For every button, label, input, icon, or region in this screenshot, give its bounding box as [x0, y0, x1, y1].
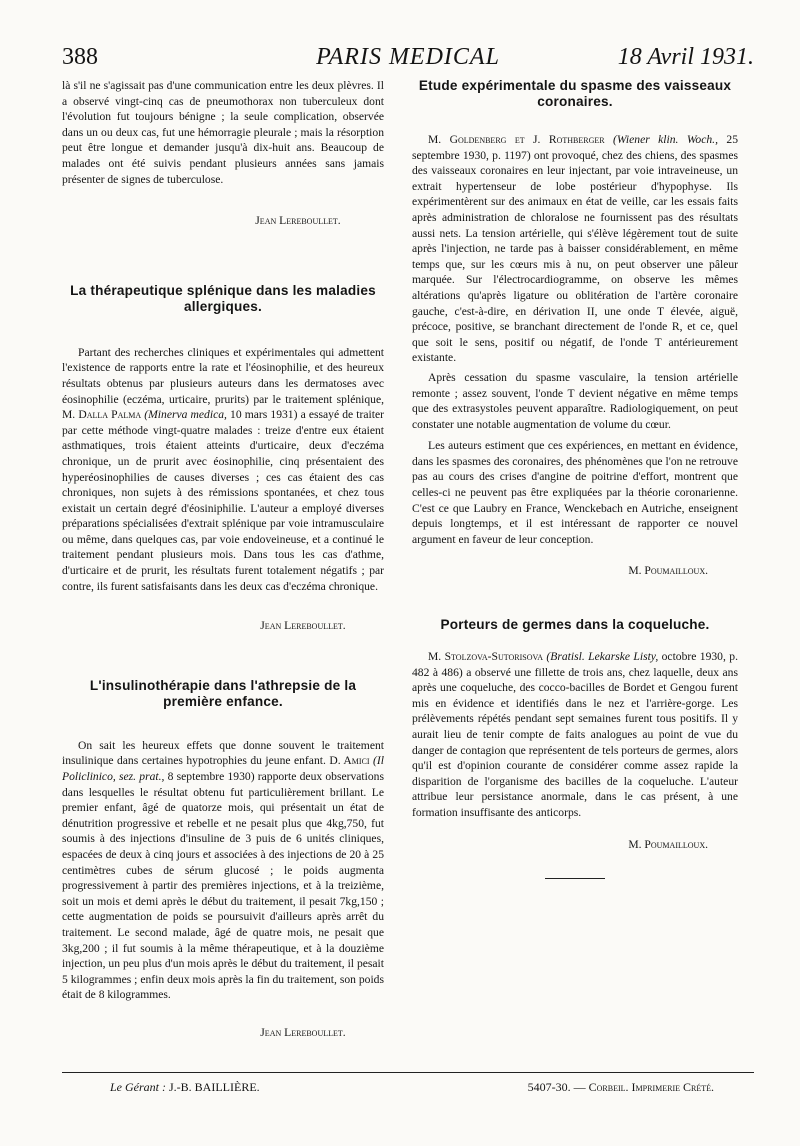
- citation: (Minerva medica,: [144, 408, 227, 422]
- article-title: Porteurs de germes dans la coqueluche.: [440, 617, 710, 633]
- article-paragraph: [412, 649, 738, 821]
- author-name: D. Amici: [329, 754, 370, 768]
- text-run: On sait les heureux effets que donne souvent le traitement insulinique dans certaines hypotrophies du jeune enfant.: [62, 738, 384, 768]
- text-run: 10 mars 1931) a essayé de traiter par cette méthode vingt-quatre malades : treize d'entre eux étaient asthmatiques, trois étaient atteints d'urticaire, deux d'eczéma chronique, un de prurit avec éosinophilie, cinq présentaient des hyperéosinophilies de causes diverses ; ces cas étaient des cas chroniques, non sujets à des rémissions spontanées, et chez tous existait un certain degré d'éosiniphilie. L'auteur a employé diverses préparations spécialisées d'extrait splénique par voie intramusculaire ou même, dans quelques cas, par voie endoveineuse, et a continué le traitement pendant plusieurs mois. Dans tous les cas d'athme, d'urticaire et de prurit, les résultats furent totalement négatifs ; par contre, ils furent satisfaisants dans les deux cas d'eczéma chronique.: [62, 408, 384, 593]
- article-title: Etude expérimentale du spasme des vaisseaux coronaires.: [418, 78, 732, 109]
- article-pertussis-carriers: [412, 617, 738, 879]
- page-number: 388: [62, 44, 98, 70]
- right-column: [412, 78, 738, 879]
- continued-paragraph: là s'il ne s'agissait pas d'une communication entre les deux plèvres. Il a observé vingt-cinq cas de pneumothorax non tuberculeux dont l'évolution fut toujours bénigne ; la seule complication, observée dans un ou deux cas, fut une hémorragie pleurale ; mais la résorption peut être longue et demander jusqu'à dix-huit ans. Beaucoup de malades ont été suivis pendant plusieurs années sans jamais présenter de signes de tuberculose.: [62, 79, 384, 186]
- end-rule: [545, 878, 605, 879]
- article-paragraph: [62, 345, 384, 595]
- left-column: [62, 78, 384, 1041]
- article-paragraph: Après cessation du spasme vasculaire, la tension artérielle remonte ; assez souvent, l'onde T devient négative en même temps que des extrasystoles peuvent apparaître. Radiologiquement, on peut constater une notable augmentation de volume du cœur.: [412, 370, 738, 431]
- citation: (Il Policlinico, sez. prat.,: [62, 754, 384, 784]
- text-run: octobre 1930, p. 482 à 486) a observé une fillette de trois ans, chez laquelle, deux ans après une coqueluche, des cocco-bacilles de Bordet et Gengou furent mis en évidence et identifiés dans le nez et l'arrière-gorge. Les prélèvements répétés pendant sept semaines furent tous positifs. Il y aurait lieu de tenir compte de faits analogues au point de vue du danger de contagion que représentent de tels porteurs de germes, alors qu'il est d'opinion courante de considérer comme assez rapide la disparition de l'organisme des bacilles de la coqueluche. L'auteur attribue leur persistance anormale, dans le cas présent, à une formation insuffisante des anticorps.: [412, 650, 738, 819]
- citation: (Wiener klin. Woch.,: [613, 133, 718, 146]
- article-paragraph: [62, 738, 384, 1003]
- signature: Jean Lereboullet.: [260, 1025, 346, 1039]
- page-header: [62, 44, 754, 74]
- article-title: L'insulinothérapie dans l'athrepsie de la première enfance.: [89, 677, 357, 709]
- issue-date: 18 Avril 1931.: [617, 44, 754, 70]
- signature: M. Poumailloux.: [628, 837, 708, 851]
- author-name: M. Dalla Palma: [62, 408, 142, 422]
- article-title: La thérapeutique splénique dans les maladies allergiques.: [70, 282, 376, 314]
- publisher-credit: [110, 1080, 260, 1095]
- author-name: M. Goldenberg et J. Rothberger: [428, 133, 605, 146]
- signature: M. Poumailloux.: [628, 564, 708, 578]
- text-run: 25 septembre 1930, p. 1197) ont provoqué, chez des chiens, des spasmes des vaisseaux coronaires en leur injectant, par voie intraveineuse, un extrait hypertenseur de lobe postérieur d'hypophyse. Ils expérimentèrent sur des animaux en état de veille, car les essais faits après administration de chloralose ne fournissent pas des résultats aussi nets. La tension artérielle, qui s'élève légèrement tout de suite après l'injection, ne tarde pas à baisser considérablement, en même temps que, sur les cœurs mis à nu, on peut observer une pâleur marquée. Sur l'électrocardiogramme, on observe les mêmes altérations qu'après ligature ou oblitération de l'artère coronaire gauche, c'est-à-dire, en dérivation II, une onde T élevée, aiguë, précoce, positive, se branchant directement de l'onde R, et ce, quel que soit le sens, positif ou négatif, de l'onde T antérieurement existante.: [412, 133, 738, 365]
- citation: (Bratisl. Lekarske Listy,: [546, 650, 659, 664]
- article-insulin-therapy: [62, 678, 384, 1041]
- signature: Jean Lereboullet.: [255, 214, 341, 228]
- gerant-label: Le Gérant :: [110, 1080, 166, 1094]
- footer-rule: [62, 1072, 754, 1073]
- article-paragraph: Les auteurs estiment que ces expériences, en mettant en évidence, dans les spasmes des coronaires, des phénomènes que l'on ne retrouve pas au cours des crises d'angine de poitrine d'effort, montrent que celles-ci ne peuvent pas être expliquées par la théorie coronarienne. C'est ce que Laubry en France, Wenckebach en Autriche, enseignent depuis longtemps, et il est intéressant de rapporter ce nouvel argument en faveur de leur conception.: [412, 439, 738, 546]
- text-run: Partant des recherches cliniques et expérimentales qui admettent l'existence de rapports entre la rate et l'éosinophilie, et des heureux résultats obtenus par plusieurs auteurs dans les dermatoses avec éosinophilie (eczéma, urticaire, prurits) par le traitement splénique,: [62, 345, 384, 406]
- text-run: 8 septembre 1930) rapporte deux observations dans lesquelles le résultat obtenu fut particulièrement brillant. Le premier enfant, âgé de quatorze mois, qui présentait un état de dénutrition progressive et rebelle et ne pesait plus que 4kg,750, fut soumis à des injections d'insuline de 3 puis de 6 unités cliniques, espacées de deux à cinq jours et associées à des injections de 20 à 25 centimètres cubes de sérum glucosé ; le poids augmenta progressivement à partir des premières injections, et à la treizième, soit un mois et demi après le début du traitement, il pesait 7kg,150 ; cette augmentation de poids se poursuivit d'ailleurs après arrêt du traitement. Le second malade, âgé de quatre mois, ne pesait que 3kg,200 ; il fut soumis à la même thérapeutique, et à la douzième injection, un peu plus d'un mois après le début du traitement, il pesait 5 kilogrammes ; enfin deux mois après la fin du traitement, son poids était de 8 kilogrammes.: [62, 770, 384, 1002]
- article-coronary-spasm: [412, 78, 738, 579]
- article-paragraph: [412, 132, 738, 366]
- journal-title: PARIS MEDICAL: [316, 44, 500, 70]
- article-splenic-therapy: [62, 283, 384, 634]
- printer-credit: 5407-30. — Corbeil. Imprimerie Crété.: [527, 1080, 714, 1094]
- signature: Jean Lereboullet.: [260, 619, 346, 633]
- gerant-name: J.-B. BAILLIÈRE.: [169, 1080, 260, 1094]
- author-name: M. Stolzova-Sutorisova: [428, 650, 544, 664]
